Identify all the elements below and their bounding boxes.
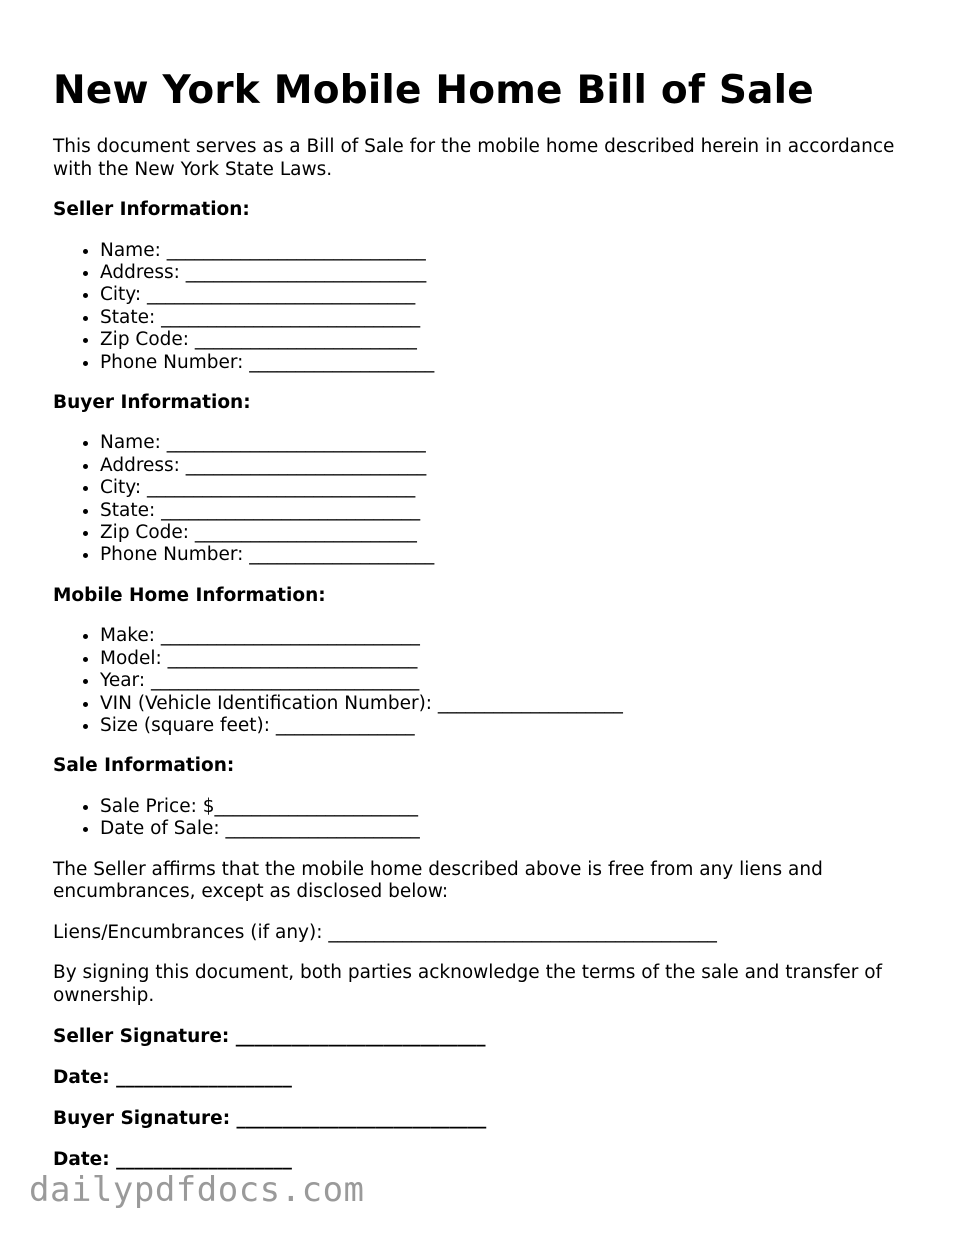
buyer-zip-field: • Zip Code: ________________________ [100,522,933,544]
sale-heading: Sale Information: [53,755,235,777]
watermark: dailypdfdocs.com [29,1170,365,1210]
seller-name-field: • Name: ____________________________ [100,240,933,262]
seller-zip-field: • Zip Code: ________________________ [100,329,933,351]
buyer-state-field: • State: ____________________________ [100,500,933,522]
sale-fields-list [53,796,933,841]
seller-phone-field: • Phone Number: ____________________ [100,352,933,374]
affirmation-paragraph: The Seller affirms that the mobile home described above is free from any liens and encumbrances, except as disclosed below: [53,858,823,903]
make-field: • Make: ____________________________ [100,625,933,647]
sale-price-field: • Sale Price: $______________________ [100,796,933,818]
buyer-phone-field: • Phone Number: ____________________ [100,544,933,566]
buyer-name-field: • Name: ____________________________ [100,432,933,454]
size-field: • Size (square feet): _______________ [100,715,933,737]
seller-signature-line: Seller Signature: ___________________________ [53,1025,486,1047]
date-of-sale-field: • Date of Sale: _____________________ [100,818,933,840]
acknowledgement-paragraph: By signing this document, both parties acknowledge the terms of the sale and transfer of ownership. [53,962,883,1006]
model-field: • Model: ___________________________ [100,648,933,670]
buyer-city-field: • City: _____________________________ [100,477,933,499]
buyer-fields-list [53,432,933,566]
liens-field: Liens/Encumbrances (if any): __________________________________________ [53,921,717,943]
year-field: • Year: _____________________________ [100,670,933,692]
seller-heading: Seller Information: [53,199,250,220]
seller-address-field: • Address: __________________________ [100,262,933,284]
buyer-address-field: • Address: __________________________ [100,455,933,477]
seller-state-field: • State: ____________________________ [100,307,933,329]
mobile-home-heading: Mobile Home Information: [53,584,326,606]
seller-fields-list [53,240,933,374]
vin-field: • VIN (Vehicle Identification Number): ____________________ [100,693,933,715]
buyer-heading: Buyer Information: [53,391,251,413]
buyer-signature-line: Buyer Signature: ___________________________ [53,1108,487,1129]
document-page [53,0,933,1172]
mobile-home-fields-list [53,625,933,737]
seller-city-field: • City: _____________________________ [100,284,933,306]
seller-date-line: Date: ___________________ [53,1066,292,1088]
buyer-date-line: Date: ___________________ [53,1149,292,1171]
intro-paragraph: This document serves as a Bill of Sale for the mobile home described herein in accordance with the New York State Laws. [53,136,895,180]
document-title: New York Mobile Home Bill of Sale [53,68,814,113]
